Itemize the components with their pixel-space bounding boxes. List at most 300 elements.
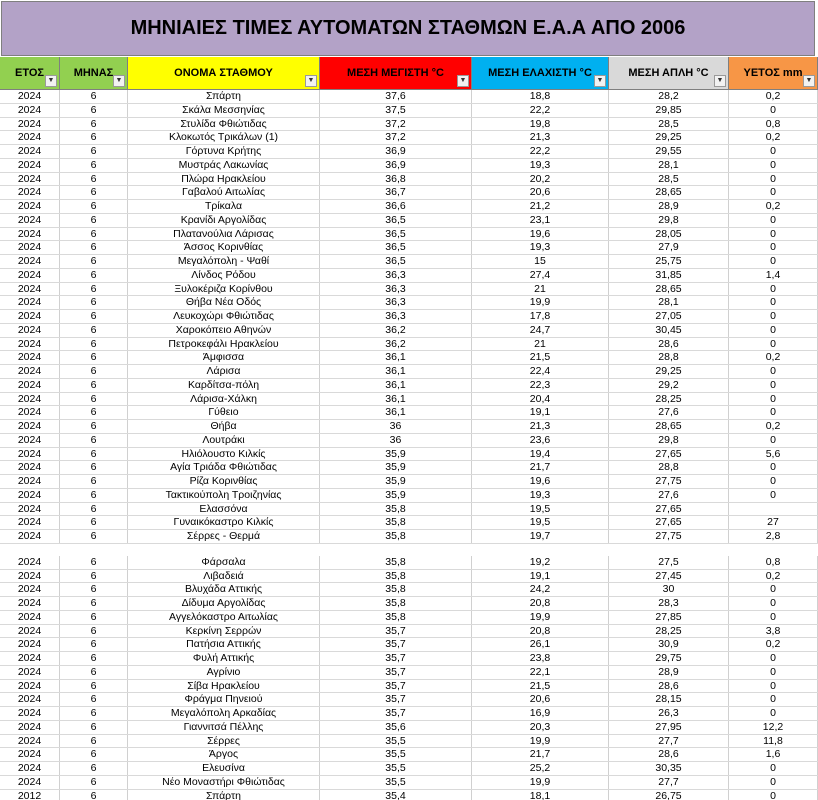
cell-rain: 0,2	[729, 90, 818, 103]
cell-mean-max: 35,7	[320, 652, 472, 665]
table-row	[0, 90, 818, 104]
cell-mean-avg: 28,8	[609, 461, 729, 474]
cell-station: Φάρσαλα	[128, 556, 320, 569]
cell-month: 6	[60, 173, 128, 186]
cell-rain: 11,8	[729, 735, 818, 748]
header-label: ΜΕΣΗ ΕΛΑΧΙΣΤΗ °C	[488, 67, 592, 79]
cell-mean-avg: 27,75	[609, 530, 729, 543]
cell-month: 6	[60, 365, 128, 378]
cell-mean-min: 22,2	[472, 104, 609, 117]
cell-station: Τακτικούπολη Τροιζηνίας	[128, 489, 320, 502]
filter-dropdown-icon[interactable]: ▼	[594, 75, 606, 87]
table-row	[0, 597, 818, 611]
cell-mean-max: 36,6	[320, 200, 472, 213]
cell-station: Πετροκεφάλι Ηρακλείου	[128, 338, 320, 351]
cell-year: 2024	[0, 448, 60, 461]
cell-month: 6	[60, 611, 128, 624]
table-row	[0, 338, 818, 352]
cell-month: 6	[60, 530, 128, 543]
cell-year: 2024	[0, 666, 60, 679]
header-mean-avg	[609, 57, 729, 90]
cell-month: 6	[60, 283, 128, 296]
cell-year: 2024	[0, 393, 60, 406]
table-row	[0, 434, 818, 448]
cell-year: 2024	[0, 145, 60, 158]
cell-year: 2024	[0, 735, 60, 748]
cell-mean-max: 36	[320, 434, 472, 447]
cell-rain: 0	[729, 214, 818, 227]
cell-mean-min: 22,1	[472, 666, 609, 679]
cell-mean-max: 35,8	[320, 556, 472, 569]
cell-rain: 0	[729, 338, 818, 351]
cell-month: 6	[60, 735, 128, 748]
cell-month: 6	[60, 489, 128, 502]
cell-mean-min: 19,9	[472, 296, 609, 309]
cell-rain: 1,4	[729, 269, 818, 282]
table-row	[0, 379, 818, 393]
cell-station: Θήβα	[128, 420, 320, 433]
filter-dropdown-icon[interactable]: ▼	[45, 75, 57, 87]
cell-year: 2024	[0, 625, 60, 638]
filter-dropdown-icon[interactable]: ▼	[803, 75, 815, 87]
cell-mean-min: 20,3	[472, 721, 609, 734]
cell-station: Σίβα Ηρακλείου	[128, 680, 320, 693]
cell-mean-avg: 28,6	[609, 748, 729, 761]
table-row	[0, 516, 818, 530]
cell-mean-avg: 30,35	[609, 762, 729, 775]
cell-mean-max: 36,3	[320, 310, 472, 323]
cell-mean-max: 36,1	[320, 393, 472, 406]
cell-mean-avg: 30	[609, 583, 729, 596]
cell-rain: 0	[729, 145, 818, 158]
cell-month: 6	[60, 762, 128, 775]
cell-mean-avg: 28,25	[609, 393, 729, 406]
table-row	[0, 145, 818, 159]
cell-mean-max: 36,2	[320, 338, 472, 351]
table-row	[0, 680, 818, 694]
table-row	[0, 118, 818, 132]
table-row	[0, 269, 818, 283]
cell-station: Σπάρτη	[128, 90, 320, 103]
cell-mean-min: 23,8	[472, 652, 609, 665]
table-row	[0, 159, 818, 173]
cell-station: Μεγαλόπολη Αρκαδίας	[128, 707, 320, 720]
filter-dropdown-icon[interactable]: ▼	[457, 75, 469, 87]
cell-rain: 2,8	[729, 530, 818, 543]
cell-mean-min: 20,6	[472, 693, 609, 706]
cell-mean-min: 16,9	[472, 707, 609, 720]
filter-dropdown-icon[interactable]: ▼	[113, 75, 125, 87]
cell-rain: 3,8	[729, 625, 818, 638]
cell-mean-max: 35,7	[320, 666, 472, 679]
cell-year: 2024	[0, 228, 60, 241]
cell-year: 2024	[0, 338, 60, 351]
header-row	[0, 57, 818, 90]
cell-mean-avg: 27,9	[609, 241, 729, 254]
cell-year: 2024	[0, 269, 60, 282]
cell-month: 6	[60, 776, 128, 789]
cell-month: 6	[60, 214, 128, 227]
table-row	[0, 652, 818, 666]
cell-mean-avg: 28,15	[609, 693, 729, 706]
cell-rain: 0	[729, 379, 818, 392]
cell-year: 2024	[0, 200, 60, 213]
cell-mean-avg: 28,3	[609, 597, 729, 610]
cell-mean-max: 36	[320, 420, 472, 433]
table-row	[0, 707, 818, 721]
cell-mean-avg: 27,45	[609, 570, 729, 583]
cell-mean-avg: 29,75	[609, 652, 729, 665]
table-row	[0, 104, 818, 118]
cell-mean-max: 35,8	[320, 611, 472, 624]
cell-mean-min: 19,4	[472, 448, 609, 461]
cell-mean-min: 20,8	[472, 625, 609, 638]
cell-mean-max: 35,9	[320, 475, 472, 488]
cell-mean-avg: 27,6	[609, 406, 729, 419]
cell-year: 2024	[0, 707, 60, 720]
header-label: ΕΤΟΣ	[14, 67, 44, 79]
cell-mean-min: 20,4	[472, 393, 609, 406]
cell-mean-min: 18,8	[472, 90, 609, 103]
cell-mean-min: 21,5	[472, 680, 609, 693]
cell-month: 6	[60, 338, 128, 351]
cell-month: 6	[60, 324, 128, 337]
table-row	[0, 790, 818, 800]
cell-mean-min: 15	[472, 255, 609, 268]
cell-year: 2024	[0, 159, 60, 172]
cell-rain: 0	[729, 611, 818, 624]
cell-year: 2024	[0, 503, 60, 516]
cell-mean-max: 36,5	[320, 214, 472, 227]
cell-month: 6	[60, 145, 128, 158]
cell-mean-min: 19,6	[472, 475, 609, 488]
cell-mean-min: 20,2	[472, 173, 609, 186]
cell-mean-max: 35,8	[320, 570, 472, 583]
cell-year: 2024	[0, 693, 60, 706]
cell-year: 2024	[0, 351, 60, 364]
cell-rain: 0	[729, 680, 818, 693]
cell-mean-min: 19,9	[472, 735, 609, 748]
table-row	[0, 748, 818, 762]
cell-mean-min: 21	[472, 338, 609, 351]
cell-year: 2012	[0, 790, 60, 800]
cell-station: Αγγελόκαστρο Αιτωλίας	[128, 611, 320, 624]
table-row	[0, 475, 818, 489]
header-label: ΜΗΝΑΣ	[73, 67, 114, 79]
cell-mean-min: 26,1	[472, 638, 609, 651]
cell-station: Σέρρες - Θερμά	[128, 530, 320, 543]
cell-month: 6	[60, 638, 128, 651]
cell-month: 6	[60, 583, 128, 596]
cell-station: Αγρίνιο	[128, 666, 320, 679]
cell-rain: 0	[729, 255, 818, 268]
cell-year: 2024	[0, 173, 60, 186]
cell-station: Νέο Μοναστήρι Φθιώτιδας	[128, 776, 320, 789]
cell-mean-min: 20,6	[472, 186, 609, 199]
cell-rain: 0	[729, 776, 818, 789]
cell-year: 2024	[0, 365, 60, 378]
cell-mean-avg: 27,6	[609, 489, 729, 502]
cell-station: Γόρτυνα Κρήτης	[128, 145, 320, 158]
cell-mean-max: 35,6	[320, 721, 472, 734]
cell-rain: 0	[729, 434, 818, 447]
cell-mean-max: 35,8	[320, 503, 472, 516]
cell-mean-max: 36,1	[320, 351, 472, 364]
cell-mean-min: 22,2	[472, 145, 609, 158]
cell-month: 6	[60, 625, 128, 638]
cell-mean-min: 21,2	[472, 200, 609, 213]
cell-mean-avg: 27,85	[609, 611, 729, 624]
cell-mean-min: 21,3	[472, 131, 609, 144]
cell-mean-max: 35,7	[320, 680, 472, 693]
table-row	[0, 173, 818, 187]
cell-rain: 0	[729, 597, 818, 610]
cell-mean-min: 19,2	[472, 556, 609, 569]
cell-mean-avg: 26,3	[609, 707, 729, 720]
cell-year: 2024	[0, 118, 60, 131]
table-row	[0, 776, 818, 790]
cell-station: Καρδίτσα-πόλη	[128, 379, 320, 392]
cell-month: 6	[60, 200, 128, 213]
cell-rain: 0,8	[729, 556, 818, 569]
cell-rain: 0	[729, 406, 818, 419]
cell-rain: 0	[729, 283, 818, 296]
cell-rain: 0	[729, 310, 818, 323]
cell-rain: 0	[729, 461, 818, 474]
table-row	[0, 214, 818, 228]
cell-year: 2024	[0, 461, 60, 474]
cell-station: Ηλιόλουστο Κιλκίς	[128, 448, 320, 461]
cell-month: 6	[60, 241, 128, 254]
header-label: ΜΕΣΗ ΜΕΓΙΣΤΗ °C	[347, 67, 444, 79]
header-rain	[729, 57, 818, 90]
cell-mean-max: 36,9	[320, 159, 472, 172]
cell-rain: 0	[729, 296, 818, 309]
cell-mean-min: 20,8	[472, 597, 609, 610]
cell-month: 6	[60, 434, 128, 447]
cell-mean-max: 36,1	[320, 379, 472, 392]
cell-rain: 0	[729, 173, 818, 186]
cell-year: 2024	[0, 556, 60, 569]
cell-year: 2024	[0, 241, 60, 254]
cell-mean-max: 35,7	[320, 693, 472, 706]
header-label: ΥΕΤΟΣ mm	[743, 67, 803, 79]
cell-mean-min: 19,1	[472, 570, 609, 583]
cell-station: Σπάρτη	[128, 790, 320, 800]
cell-mean-max: 35,7	[320, 707, 472, 720]
cell-month: 6	[60, 570, 128, 583]
table-row	[0, 310, 818, 324]
cell-month: 6	[60, 503, 128, 516]
cell-month: 6	[60, 721, 128, 734]
cell-mean-max: 35,8	[320, 597, 472, 610]
cell-mean-max: 36,1	[320, 365, 472, 378]
cell-year: 2024	[0, 420, 60, 433]
cell-station: Λάρισα-Χάλκη	[128, 393, 320, 406]
cell-station: Στυλίδα Φθιώτιδας	[128, 118, 320, 131]
cell-mean-max: 35,9	[320, 461, 472, 474]
cell-month: 6	[60, 310, 128, 323]
cell-mean-avg: 31,85	[609, 269, 729, 282]
cell-station: Γυναικόκαστρο Κιλκίς	[128, 516, 320, 529]
table-row	[0, 693, 818, 707]
cell-month: 6	[60, 461, 128, 474]
cell-month: 6	[60, 351, 128, 364]
cell-mean-avg: 29,8	[609, 214, 729, 227]
cell-mean-max: 36,8	[320, 173, 472, 186]
cell-mean-avg: 30,45	[609, 324, 729, 337]
cell-mean-avg: 27,05	[609, 310, 729, 323]
cell-year: 2024	[0, 379, 60, 392]
cell-mean-min: 23,6	[472, 434, 609, 447]
cell-mean-avg: 28,6	[609, 338, 729, 351]
header-label: ΟΝΟΜΑ ΣΤΑΘΜΟΥ	[174, 67, 273, 79]
cell-month: 6	[60, 379, 128, 392]
cell-rain: 0	[729, 241, 818, 254]
cell-year: 2024	[0, 434, 60, 447]
cell-year: 2024	[0, 638, 60, 651]
cell-station: Άσσος Κορινθίας	[128, 241, 320, 254]
cell-month: 6	[60, 269, 128, 282]
table-row	[0, 255, 818, 269]
cell-month: 6	[60, 707, 128, 720]
header-year	[0, 57, 60, 90]
cell-mean-min: 22,3	[472, 379, 609, 392]
cell-station: Γύθειο	[128, 406, 320, 419]
cell-mean-avg: 28,65	[609, 420, 729, 433]
table-row	[0, 324, 818, 338]
cell-station: Πλώρα Ηρακλείου	[128, 173, 320, 186]
cell-mean-avg: 27,65	[609, 503, 729, 516]
cell-year: 2024	[0, 776, 60, 789]
cell-mean-max: 36,2	[320, 324, 472, 337]
cell-mean-min: 23,1	[472, 214, 609, 227]
cell-mean-max: 37,6	[320, 90, 472, 103]
cell-mean-avg: 28,1	[609, 296, 729, 309]
cell-mean-avg: 28,6	[609, 680, 729, 693]
cell-rain: 0	[729, 762, 818, 775]
header-mean-max	[320, 57, 472, 90]
cell-station: Άμφισσα	[128, 351, 320, 364]
cell-mean-avg: 28,25	[609, 625, 729, 638]
data-rows	[0, 90, 818, 800]
cell-station: Βλυχάδα Αττικής	[128, 583, 320, 596]
cell-station: Λάρισα	[128, 365, 320, 378]
cell-station: Σκάλα Μεσσηνίας	[128, 104, 320, 117]
cell-year: 2024	[0, 324, 60, 337]
cell-month: 6	[60, 693, 128, 706]
cell-station: Κρανίδι Αργολίδας	[128, 214, 320, 227]
cell-rain: 0,2	[729, 570, 818, 583]
cell-year: 2024	[0, 406, 60, 419]
cell-station: Αγία Τριάδα Φθιώτιδας	[128, 461, 320, 474]
cell-mean-avg: 28,5	[609, 173, 729, 186]
cell-year: 2024	[0, 680, 60, 693]
cell-month: 6	[60, 790, 128, 800]
cell-station: Χαροκόπειο Αθηνών	[128, 324, 320, 337]
table-row	[0, 503, 818, 517]
cell-year: 2024	[0, 489, 60, 502]
header-label: ΜΕΣΗ ΑΠΛΗ °C	[628, 67, 709, 79]
cell-mean-avg: 30,9	[609, 638, 729, 651]
cell-mean-avg: 28,5	[609, 118, 729, 131]
cell-mean-avg: 28,2	[609, 90, 729, 103]
filter-dropdown-icon[interactable]: ▼	[714, 75, 726, 87]
cell-mean-min: 21,7	[472, 748, 609, 761]
cell-mean-avg: 28,65	[609, 283, 729, 296]
cell-mean-min: 21,5	[472, 351, 609, 364]
cell-mean-min: 27,4	[472, 269, 609, 282]
table-row	[0, 406, 818, 420]
cell-month: 6	[60, 228, 128, 241]
cell-year: 2024	[0, 748, 60, 761]
cell-year: 2024	[0, 90, 60, 103]
cell-mean-min: 21,7	[472, 461, 609, 474]
cell-mean-avg: 28,9	[609, 200, 729, 213]
cell-mean-min: 19,9	[472, 611, 609, 624]
cell-rain: 0	[729, 365, 818, 378]
cell-month: 6	[60, 748, 128, 761]
cell-rain: 0	[729, 693, 818, 706]
cell-rain: 0,2	[729, 131, 818, 144]
cell-mean-max: 35,5	[320, 735, 472, 748]
cell-year: 2024	[0, 283, 60, 296]
cell-mean-min: 19,8	[472, 118, 609, 131]
cell-month: 6	[60, 131, 128, 144]
cell-station: Πλατανούλια Λάρισας	[128, 228, 320, 241]
cell-mean-min: 19,3	[472, 241, 609, 254]
cell-rain: 0	[729, 475, 818, 488]
cell-year: 2024	[0, 570, 60, 583]
cell-rain: 0	[729, 583, 818, 596]
cell-mean-min: 19,5	[472, 516, 609, 529]
cell-year: 2024	[0, 652, 60, 665]
cell-mean-max: 36,7	[320, 186, 472, 199]
cell-mean-avg: 28,1	[609, 159, 729, 172]
cell-mean-min: 21	[472, 283, 609, 296]
cell-station: Σέρρες	[128, 735, 320, 748]
cell-rain: 27	[729, 516, 818, 529]
cell-mean-min: 19,5	[472, 503, 609, 516]
cell-month: 6	[60, 680, 128, 693]
cell-year: 2024	[0, 516, 60, 529]
cell-mean-min: 24,7	[472, 324, 609, 337]
table-row	[0, 489, 818, 503]
cell-rain: 0	[729, 489, 818, 502]
table-row	[0, 666, 818, 680]
cell-mean-avg: 28,05	[609, 228, 729, 241]
cell-year: 2024	[0, 255, 60, 268]
cell-mean-min: 22,4	[472, 365, 609, 378]
cell-rain: 0	[729, 666, 818, 679]
header-station	[128, 57, 320, 90]
cell-year: 2024	[0, 296, 60, 309]
table-row	[0, 721, 818, 735]
cell-rain: 0	[729, 228, 818, 241]
cell-mean-avg: 29,25	[609, 365, 729, 378]
cell-station: Λίνδος Ρόδου	[128, 269, 320, 282]
cell-mean-avg: 27,5	[609, 556, 729, 569]
filter-dropdown-icon[interactable]: ▼	[305, 75, 317, 87]
cell-station: Λιβαδειά	[128, 570, 320, 583]
cell-month: 6	[60, 104, 128, 117]
cell-rain	[729, 503, 818, 516]
cell-station: Πατήσια Αττικής	[128, 638, 320, 651]
cell-rain: 0	[729, 186, 818, 199]
cell-station: Θήβα Νέα Οδός	[128, 296, 320, 309]
table-row	[0, 530, 818, 544]
cell-station: Ελευσίνα	[128, 762, 320, 775]
